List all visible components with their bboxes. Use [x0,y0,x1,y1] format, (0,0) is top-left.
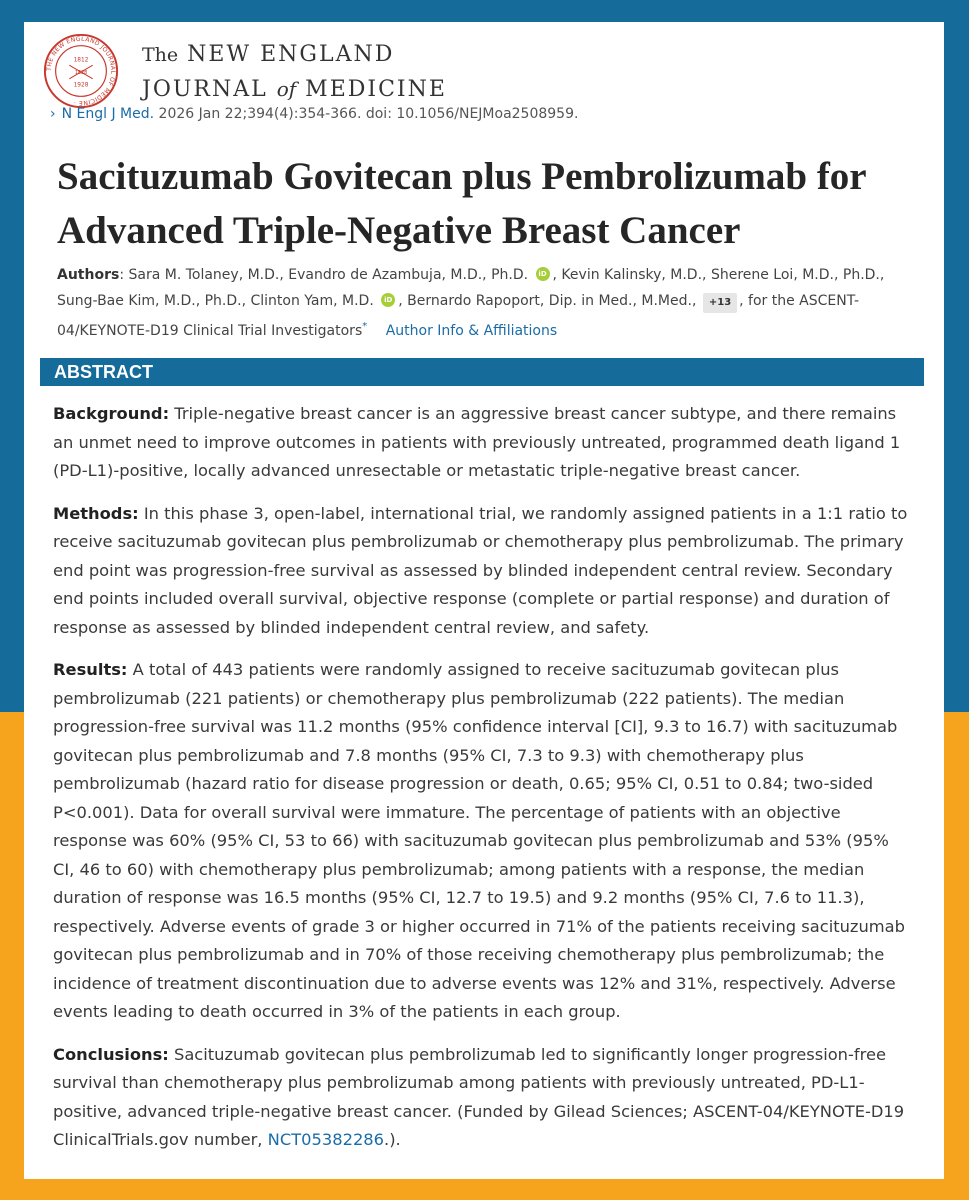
journal-masthead[interactable] [42,32,542,110]
author-info-affiliations-link[interactable]: Author Info & Affiliations [385,323,558,339]
authors-part-1: : Sara M. Tolaney, M.D., Evandro de Azambuja, M.D., Ph.D. [119,267,529,283]
citation-line [50,106,578,122]
journal-name-of: of [276,77,297,101]
chevron-right-icon[interactable]: › [50,106,56,122]
methods-label: Methods: [53,503,139,523]
abstract-background [53,400,915,486]
abstract-methods [53,500,915,643]
journal-name-medicine: MEDICINE [305,77,447,102]
nejm-seal-logo [42,32,120,110]
journal-name-line1: NEW ENGLAND [187,42,395,67]
conclusions-end: .). [384,1130,401,1149]
results-text: A total of 443 patients were randomly assigned to receive sacituzumab govitecan plus pembrolizumab (221 patients) or chemotherapy plus pembrolizumab (222 patients). The median progression-free survival was 11.2 months (95% confidence interval [CI], 9.3 to 16.7) with sacituzumab govitecan plus pembrolizumab and 7.8 months (95% CI, 7.3 to 9.3) with chemotherapy plus pembrolizumab (hazard ratio for disease progression or death, 0.65; 95% CI, 0.51 to 0.84; two-sided P<0.001). Data for overall survival were immature. The percentage of patients with an objective response was 60% (95% CI, 53 to 66) with sacituzumab govitecan plus pembrolizumab and 53% (95% CI, 46 to 60) with chemotherapy plus pembrolizumab; among patients with a response, the median duration of response was 16.5 months (95% CI, 12.7 to 19.5) and 9.2 months (95% CI, 7.6 to 11.3), respectively. Adverse events of grade 3 or higher occurred in 71% of the patients receiving sacituzumab govitecan plus pembrolizumab and in 70% of those receiving chemotherapy plus pembrolizumab; the incidence of treatment discontinuation due to adverse events was 12% and 31%, respectively. Adverse events leading to death occurred in 3% of the patients in each group. [53,660,905,1021]
authors-label: Authors [57,267,120,283]
article-card [24,22,944,1179]
article-title: Sacituzumab Govitecan plus Pembrolizumab for Advanced Triple-Negative Breast Cancer [57,155,866,252]
journal-name-the: The [142,44,179,66]
journal-name [142,38,447,107]
conclusions-text: Sacituzumab govitecan plus pembrolizumab led to significantly longer progression-free survival than chemotherapy plus pembrolizumab among patients with previously untreated, PD-L1-positive, advanced triple-negative breast cancer. (Funded by Gilead Sciences; ASCENT-04/KEYNOTE-D19 ClinicalTrials.gov number, [53,1044,905,1149]
svg-text:THE NEW ENGLAND JOURNAL OF MED: THE NEW ENGLAND JOURNAL OF MEDICINE · [45,35,117,107]
nct-link[interactable]: NCT05382286 [267,1130,385,1149]
author-list [57,262,927,344]
citation-details: 2026 Jan 22;394(4):354-366. doi: 10.1056/NEJMoa2508959. [158,106,579,122]
authors-part-4: , for the ASCENT-04/KEYNOTE-D19 Clinical Trial Investigators [57,293,860,339]
background-text: Triple-negative breast cancer is an aggressive breast cancer subtype, and there remains an unmet need to improve outcomes in patients with previously untreated, programmed death ligand 1 (PD-L1)-positive, locally advanced unresectable or metastatic triple-negative breast cancer. [53,404,901,480]
orcid-icon[interactable]: iD [536,267,550,281]
orcid-icon[interactable]: iD [381,293,395,307]
results-label: Results: [53,660,128,679]
authors-part-2: , Kevin Kalinsky, M.D., Sherene Loi, M.D., Ph.D., Sung-Bae Kim, M.D., Ph.D., Clinton Yam, M.D. [57,267,885,309]
authors-part-3: , Bernardo Rapoport, Dip. in Med., M.Med., [398,293,697,309]
svg-text:1828: 1828 [74,69,88,76]
background-label: Background: [53,404,170,423]
abstract-heading: ABSTRACT [40,358,924,386]
methods-text: In this phase 3, open-label, international trial, we randomly assigned patients in a 1:1 ratio to receive sacituzumab govitecan plus pembrolizumab or chemotherapy plus pembrolizumab. The primary end point was progression-free survival as assessed by blinded independent central review. Secondary end points included overall survival, objective response (complete or partial response) and duration of response as assessed by blinded independent central review, and safety. [53,503,908,637]
citation-journal-link[interactable]: N Engl J Med. [61,106,155,122]
abstract-results [53,656,915,1027]
conclusions-label: Conclusions: [53,1044,169,1064]
svg-text:1812: 1812 [73,57,89,64]
abstract-conclusions [53,1041,915,1155]
svg-text:1928: 1928 [73,82,89,89]
asterisk-note[interactable]: * [362,321,368,332]
journal-name-journal: JOURNAL [142,77,268,102]
more-authors-button[interactable]: +13 [703,293,737,313]
abstract-body [53,400,915,1169]
